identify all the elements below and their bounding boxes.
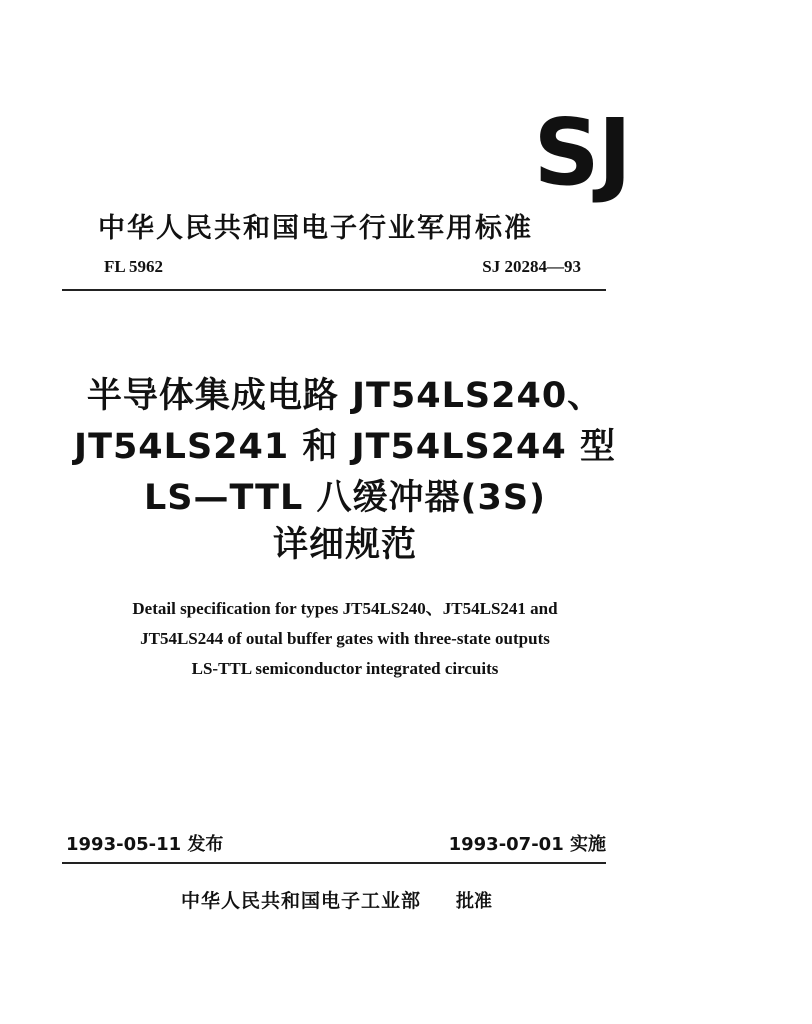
effective-date: 1993-07-01 实施 (448, 834, 606, 855)
issue-date: 1993-05-11 发布 (66, 834, 224, 855)
standard-logo: SJ (533, 99, 630, 206)
approve-label: 批准 (456, 891, 492, 912)
chinese-title-line-4: 详细规范 (272, 525, 417, 565)
english-title-line-3: LS-TTL semiconductor integrated circuits (191, 659, 499, 678)
chinese-title-line-2: JT54LS241 和 JT54LS244 型 (74, 427, 616, 467)
fl-code: FL 5962 (104, 257, 164, 276)
chinese-title-line-3: LS—TTL 八缓冲器(3S) (143, 478, 547, 518)
english-title-line-1: Detail specification for types JT54LS240、JT54LS241 and (132, 599, 558, 618)
standard-category-title: 中华人民共和国电子行业军用标准 (98, 213, 533, 244)
chinese-title-line-1: 半导体集成电路 JT54LS240、 (86, 376, 604, 416)
standard-number: SJ 20284—93 (482, 257, 581, 276)
english-title-line-2: JT54LS244 of outal buffer gates with three-state outputs (140, 629, 550, 648)
bottom-divider (62, 862, 606, 864)
top-divider (62, 289, 606, 291)
approving-authority: 中华人民共和国电子工业部 (181, 890, 422, 912)
